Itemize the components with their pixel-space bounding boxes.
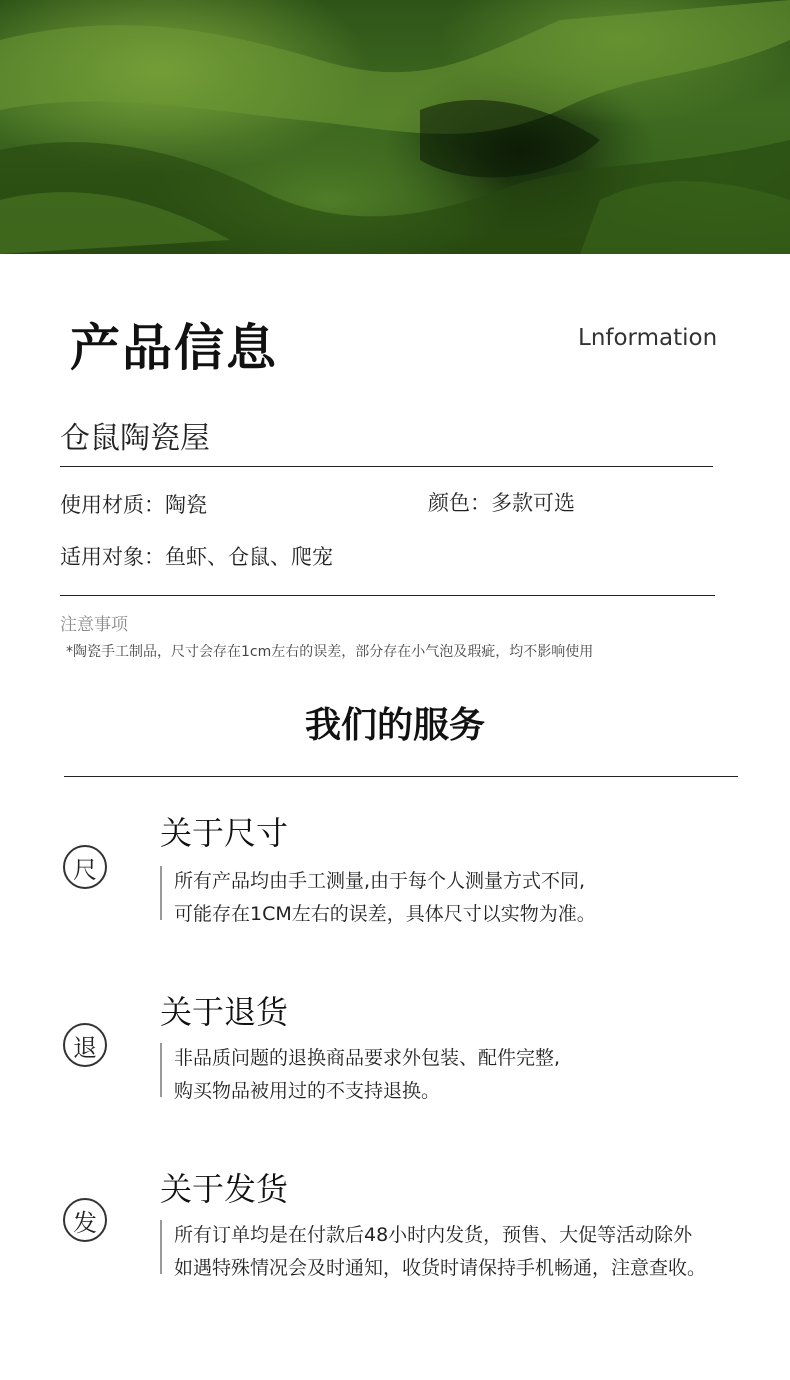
section-bar [160,1220,162,1274]
notice-title: 注意事项 [60,615,128,635]
section-heading-return: 关于退货 [160,993,289,1031]
divider [60,595,715,596]
notice-text: *陶瓷手工制品，尺寸会存在1cm左右的误差，部分存在小气泡及瑕疵，均不影响使用 [66,644,594,660]
section-line: 所有产品均由手工测量,由于每个人测量方式不同, [174,870,586,892]
section-heading-shipping: 关于发货 [160,1170,289,1208]
divider [64,776,738,777]
service-title: 我们的服务 [304,705,485,746]
hero-moss-image [0,0,790,254]
spec-color: 颜色：多款可选 [428,491,575,515]
section-line: 所有订单均是在付款后48小时内发货，预售、大促等活动除外 [174,1224,693,1246]
section-heading-size: 关于尺寸 [160,814,289,852]
product-name: 仓鼠陶瓷屋 [60,421,210,456]
section-line: 可能存在1CM左右的误差，具体尺寸以实物为准。 [174,903,596,925]
ruler-char-badge-icon: 尺 [63,845,107,889]
moss-texture [0,0,790,254]
return-char-badge-icon: 退 [63,1023,107,1067]
section-bar [160,866,162,920]
ship-char-badge-icon: 发 [63,1198,107,1242]
section-line: 购买物品被用过的不支持退换。 [174,1080,441,1102]
section-line: 如遇特殊情况会及时通知，收货时请保持手机畅通，注意查收。 [174,1257,707,1279]
page-title-english: Lnformation [578,325,718,351]
divider [60,466,713,467]
spec-material: 使用材质：陶瓷 [60,493,207,517]
page-title: 产品信息 [70,319,278,377]
section-line: 非品质问题的退换商品要求外包装、配件完整, [174,1047,561,1069]
spec-target: 适用对象：鱼虾、仓鼠、爬宠 [60,545,333,569]
section-bar [160,1043,162,1097]
